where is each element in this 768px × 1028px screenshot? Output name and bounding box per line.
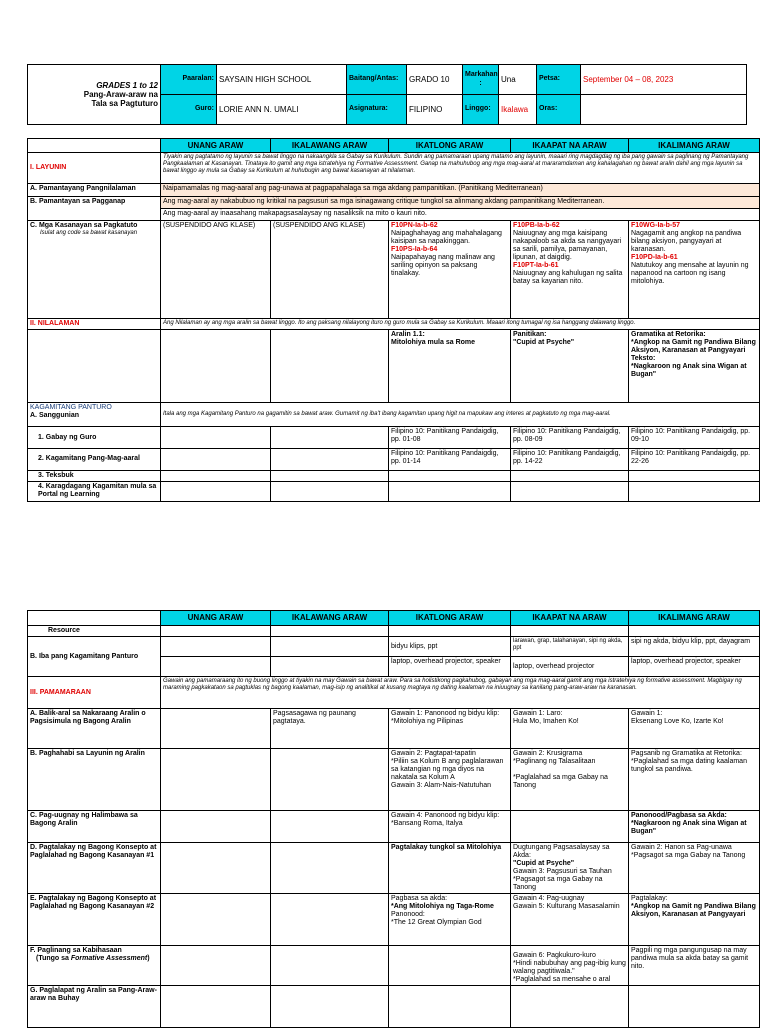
nilalaman-label: II. NILALAMAN (28, 318, 161, 329)
pag-uugnay-label: C. Pag-uugnay ng Halimbawa sa Bagong Aralin (28, 811, 161, 843)
iba-day4-a: larawan, grap, talahanayan, sipi ng akda, ppt (511, 637, 629, 657)
gabay-day5: Filipino 10: Panitikang Pandaigdig, pp. 09-10 (629, 427, 760, 449)
gabay-day3: Filipino 10: Panitikang Pandaigdig, pp. 01-08 (389, 427, 511, 449)
kpm-day5: Filipino 10: Panitikang Pandaigdig, pp. 22-26 (629, 449, 760, 471)
markahan-value: Una (499, 65, 537, 95)
paglinang-label: F. Paglinang sa Kabihasaan (Tungo sa Formative Assessment) (28, 946, 161, 986)
pagtalakay-1-label: D. Pagtalakay ng Bagong Konsepto at Paglalahad ng Bagong Kasanayan #1 (28, 843, 161, 894)
paghahabi-day4: Gawain 2: Krusigrama *Paglinang ng Talasalitaan *Paglalahad sa mga Gabay na Tanong (511, 749, 629, 811)
paghahabi-day5: Pagsanib ng Gramatika at Retorika: *Paglalahad sa mga dating kaalaman tungkol sa pandiwa. (629, 749, 760, 811)
day-header-2: IKALAWANG ARAW (271, 611, 389, 626)
linggo-value: Ikalawa (499, 95, 537, 125)
iba-day3-a: bidyu klips, ppt (389, 637, 511, 657)
petsa-label: Petsa: (537, 65, 581, 95)
pagtalakay-1-day4: Dugtungang Pagsasalaysay sa Akda: "Cupid at Psyche" Gawain 3: Pagsusuri sa Tauhan *Pagsagot sa mga Gabay na Tanong (511, 843, 629, 894)
oras-label: Oras: (537, 95, 581, 125)
guro-label: Guro: (161, 95, 217, 125)
nilalaman-day4: Panitikan: "Cupid at Psyche" (511, 330, 629, 402)
teksbuk-label: 3. Teksbuk (28, 470, 161, 481)
asignatura-value: FILIPINO (407, 95, 463, 125)
gabay-ng-guro-label: 1. Gabay ng Guro (28, 427, 161, 449)
paglalapat-label: G. Paglalapat ng Aralin sa Pang-Araw-araw na Buhay (28, 986, 161, 1028)
baitang-label: Baitang/Antas: (347, 65, 407, 95)
kpm-day4: Filipino 10: Panitikang Pandaigdig, pp. 14-22 (511, 449, 629, 471)
pagtalakay-1-day3: Pagtalakay tungkol sa Mitolohiya (389, 843, 511, 894)
pamantayan-sa-pagganap-label: B. Pamantayan sa Pagganap (28, 196, 161, 220)
balik-aral-label: A. Balik-aral sa Nakaraang Aralin o Pagsisimula ng Bagong Aralin (28, 709, 161, 749)
paghahabi-day3: Gawain 2: Pagtapat-tapatin *Piliin sa Kolum B ang paglalarawan sa katangian ng mga diyos na nakatala sa Kolum A Gawain 3: Alam-Nais-Natutuhan (389, 749, 511, 811)
iba-day5-a: sipi ng akda, bidyu klip, ppt, dayagram (629, 637, 760, 657)
nilalaman-day5: Gramatika at Retorika: *Angkop na Gamit ng Pandiwa Bilang Aksiyon, Karanasan at Pangyayari Teksto: *Nagkaroon ng Anak sina Wigan at Bugan" (629, 330, 760, 402)
day-header-2: IKALAWANG ARAW (271, 139, 389, 153)
markahan-label: Markahan : (463, 65, 499, 95)
iba-day4-b: laptop, overhead projector (511, 657, 629, 677)
linggo-label: Linggo: (463, 95, 499, 125)
day-header-4: IKAAPAT NA ARAW (511, 139, 629, 153)
pagtalakay-1-day5: Gawain 2: Hanon sa Pag-unawa *Pagsagot sa mga Gabay na Tanong (629, 843, 760, 894)
balik-aral-day2: Pagsasagawa ng paunang pagtataya. (271, 709, 389, 749)
paglinang-day5: Pagpili ng mga pangungusap na may pandiwa mula sa akda batay sa gamit nito. (629, 946, 760, 986)
pamantayang-pangnilalaman-label: A. Pamantayang Pangnilalaman (28, 184, 161, 196)
kagamitang-panturo-note: Itala ang mga Kagamitang Panturo na gagamitin sa bawat araw. Gumamit ng iba't ibang kagamitan upang higit na mapukaw ang interes at pagkatuto ng mga mag-aaral. (161, 402, 760, 427)
pag-uugnay-day3: Gawain 4: Panonood ng bidyu klip: *Bansang Roma, Italya (389, 811, 511, 843)
pamamaraan-note: Gawain ang pamamaraang ito ng buong linggo at tiyakin na may Gawain sa bawat araw. Para sa holistikong pagkahubog, gabayan ang mga mag-aaral gamit ang mga istratehiya ng formative assessment. Magbigay ng maraming pagkakataon sa pagtuklas ng bagong kaalaman, mag-isip ng analitikal at kusang magtaya ng dating kaalaman na iniuugnay sa kanilang pang-araw-araw na karanasan. (161, 677, 760, 709)
day-header-3: IKATLONG ARAW (389, 139, 511, 153)
paglinang-day4: Gawain 6: Pagkukuro-kuro *Hindi nabubuhay ang pag-ibig kung walang pagtitiwala." *Paglalahad sa mensahe o aral (511, 946, 629, 986)
day-header-4: IKAAPAT NA ARAW (511, 611, 629, 626)
iba-day5-b: laptop, overhead projector, speaker (629, 657, 760, 677)
layunin-label: I. LAYUNIN (28, 153, 161, 184)
pamamaraan-label: III. PAMAMARAAN (28, 677, 161, 709)
kasanayan-day2: (SUSPENDIDO ANG KLASE) (271, 220, 389, 318)
oras-value (581, 95, 747, 125)
pagtalakay-2-label: E. Pagtalakay ng Bagong Konsepto at Paglalahad ng Bagong Kasanayan #2 (28, 894, 161, 946)
day-header-1: UNANG ARAW (161, 139, 271, 153)
pamantayang-pangnilalaman-value: Naipamamalas ng mag-aaral ang pag-unawa at pagpapahalaga sa mga akdang pampanitikan. (Panitikang Mediterranean) (161, 184, 760, 196)
day-header-5: IKALIMANG ARAW (629, 611, 760, 626)
day-header-1: UNANG ARAW (161, 611, 271, 626)
pag-uugnay-day5: Panonood/Pagbasa sa Akda: *Nagkaroon ng Anak sina Wigan at Bugan" (629, 811, 760, 843)
header-table (27, 64, 747, 125)
petsa-value: September 04 – 08, 2023 (581, 65, 747, 95)
kasanayan-day5: F10WG-Ia-b-57 Nagagamit ang angkop na pandiwa bilang aksiyon, pangyayari at karanasan. F10PD-Ia-b-61 Natutukoy ang mensahe at layunin ng napanood na cartoon ng isang mitolohiya. (629, 220, 760, 318)
kasanayan-day3: F10PN-Ia-b-62 Naipaghahayag ang mahahalagang kaisipan sa napakinggan. F10PS-Ia-b-64 Naipapahayag nang malinaw ang sariling opinyon sa paksang tinalakay. (389, 220, 511, 318)
nilalaman-day3: Aralin 1.1: Mitolohiya mula sa Rome (389, 330, 511, 402)
gabay-day4: Filipino 10: Panitikang Pandaigdig, pp. 08-09 (511, 427, 629, 449)
resource-label: Resource (28, 626, 161, 637)
balik-aral-day5: Gawain 1: Eksenang Love Ko, Izarte Ko! (629, 709, 760, 749)
paaralan-value: SAYSAIN HIGH SCHOOL (217, 65, 347, 95)
pagtalakay-2-day5: Pagtalakay: *Angkop na Gamit ng Pandiwa Bilang Aksiyon, Karanasan at Pangyayari (629, 894, 760, 946)
kpm-day3: Filipino 10: Panitikang Pandaigdig, pp. 01-14 (389, 449, 511, 471)
kasanayan-day4: F10PB-Ia-b-62 Naiuugnay ang mga kaisipang nakapaloob sa akda sa nangyayari sa sarili, pamilya, pamayanan, lipunan, at daigdig. F10PT-Ia-b-61 Naiuugnay ang kahulugan ng salita batay sa kayarian nito. (511, 220, 629, 318)
pamantayan-sa-pagganap-value: Ang mag-aaral ay nakabubuo ng kritikal na pagsusuri sa mga isinagawang critique tungkol sa alinmang akdang pampanitikang Mediterranean. (161, 196, 760, 208)
iba-pang-kagamitan-label: B. Iba pang Kagamitang Panturo (28, 637, 161, 677)
iba-day3-b: laptop, overhead projector, speaker (389, 657, 511, 677)
plan-table-1 (27, 138, 760, 502)
plan-table-2 (27, 610, 760, 1028)
paghahabi-label: B. Paghahabi sa Layunin ng Aralin (28, 749, 161, 811)
balik-aral-day3: Gawain 1: Panonood ng bidyu klip: *Mitolohiya ng Pilipinas (389, 709, 511, 749)
baitang-value: GRADO 10 (407, 65, 463, 95)
pamantayan-sa-pagganap-value-2: Ang mag-aaral ay inaasahang makapagsasalaysay ng nasaliksik na mito o kauri nito. (161, 209, 760, 220)
karagdagang-kagamitan-label: 4. Karagdagang Kagamitan mula sa Portal ng Learning (28, 482, 161, 502)
balik-aral-day4: Gawain 1: Laro: Hula Mo, Imahen Ko! (511, 709, 629, 749)
pagtalakay-2-day3: Pagbasa sa akda: *Ang Mitolohiya ng Taga-Rome Panonood: *The 12 Great Olympian God (389, 894, 511, 946)
pagtalakay-2-day4: Gawain 4: Pag-uugnay Gawain 5: Kulturang Masasalamin (511, 894, 629, 946)
guro-value: LORIE ANN N. UMALI (217, 95, 347, 125)
layunin-note: Tiyakin ang pagtatamo ng layunin sa bawat linggo na nakaangkla sa Gabay sa Kurikulum. Sundin ang pamamaraan upang matamo ang layunin, maaari ring magdagdag ng iba pang gawain sa paglinang ng Pamantayang Pangkaalaman at Kasanayan. Tinataya ito gamit ang mga istratehiya ng Formative Assessment. Ganap na mahuhubog ang mga mag-aaral at mararamdaman ang kahalagahan ng bawat aralin dahil ang mga layunin sa bawat linggo ay mula sa Gabay sa Kurikulum at huhubugin ang bawat kasanayan at nilalaman. (161, 153, 760, 184)
nilalaman-note: Ang Nilalaman ay ang mga aralin sa bawat linggo. Ito ang paksang nilalayong ituro ng guro mula sa Gabay sa Kurikulum. Maaari itong tumagal ng isa hanggang dalawang linggo. (161, 318, 760, 329)
kagamitang-panturo-label: KAGAMITANG PANTURO A. Sanggunian (28, 402, 161, 427)
header-title: GRADES 1 to 12 Pang-Araw-araw na Tala sa Pagtuturo (28, 65, 161, 125)
paaralan-label: Paaralan: (161, 65, 217, 95)
kagamitang-pang-mag-aaral-label: 2. Kagamitang Pang-Mag-aaral (28, 449, 161, 471)
kasanayan-day1: (SUSPENDIDO ANG KLASE) (161, 220, 271, 318)
asignatura-label: Asignatura: (347, 95, 407, 125)
kasanayan-label: C. Mga Kasanayan sa Pagkatuto Isulat ang code sa bawat kasanayan (28, 220, 161, 318)
day-header-5: IKALIMANG ARAW (629, 139, 760, 153)
day-header-3: IKATLONG ARAW (389, 611, 511, 626)
